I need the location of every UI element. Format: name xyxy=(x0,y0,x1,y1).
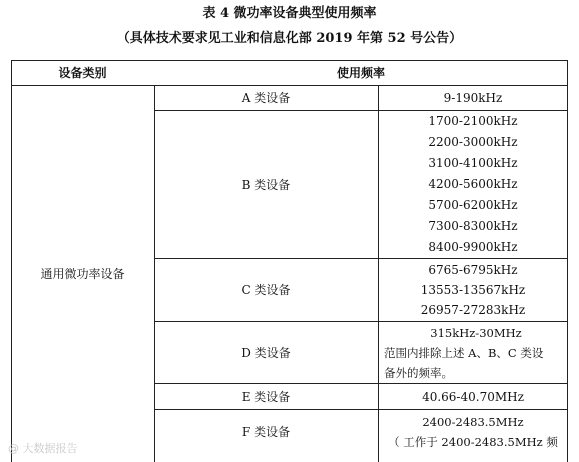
table-title: 表 4 微功率设备典型使用频率 xyxy=(202,6,377,21)
header-frequency: 使用频率 xyxy=(336,66,385,80)
freq-value: 2400-2483.5MHz xyxy=(422,415,524,429)
freq-value: 6765-6795kHz xyxy=(428,263,518,277)
freq-value: 4200-5600kHz xyxy=(428,177,518,191)
table-subtitle: （具体技术要求见工业和信息化部 2019 年第 52 号公告） xyxy=(116,31,463,46)
freq-value: 40.66-40.70MHz xyxy=(422,389,524,404)
freq-value: 1700-2100kHz xyxy=(428,114,518,128)
freq-b-cell xyxy=(378,111,568,258)
freq-value: 7300-8300kHz xyxy=(428,219,518,233)
freq-c-cell xyxy=(378,259,568,321)
class-a-cell: A 类设备 xyxy=(241,91,291,105)
freq-value: 8400-9900kHz xyxy=(428,240,518,254)
freq-a-cell xyxy=(378,86,568,110)
class-d-cell: D 类设备 xyxy=(241,345,291,360)
freq-value: 26957-27283kHz xyxy=(420,303,526,317)
freq-value: 9-190kHz xyxy=(443,91,503,105)
freq-note: 范围内排除上述 A、B、C 类设 xyxy=(384,345,544,360)
freq-d-cell xyxy=(378,322,568,383)
freq-note: （ 工作于 2400-2483.5MHz 频 xyxy=(388,435,558,449)
header-device-category: 设备类别 xyxy=(58,66,107,80)
class-f-cell: F 类设备 xyxy=(241,425,291,439)
freq-value: 13553-13567kHz xyxy=(420,283,526,297)
freq-f-cell xyxy=(378,410,568,454)
freq-value: 2200-3000kHz xyxy=(428,135,518,149)
freq-note: 备外的频率。 xyxy=(384,365,453,380)
freq-e-cell xyxy=(378,384,568,409)
class-b-cell: B 类设备 xyxy=(241,177,291,192)
watermark: @ 大数据报告 xyxy=(8,442,78,455)
freq-value: 315kHz-30MHz xyxy=(430,325,522,340)
category-cell: 通用微功率设备 xyxy=(40,267,125,281)
class-c-cell: C 类设备 xyxy=(241,283,291,297)
freq-value: 3100-4100kHz xyxy=(428,156,518,170)
freq-value: 5700-6200kHz xyxy=(428,198,518,212)
class-e-cell: E 类设备 xyxy=(241,389,291,404)
